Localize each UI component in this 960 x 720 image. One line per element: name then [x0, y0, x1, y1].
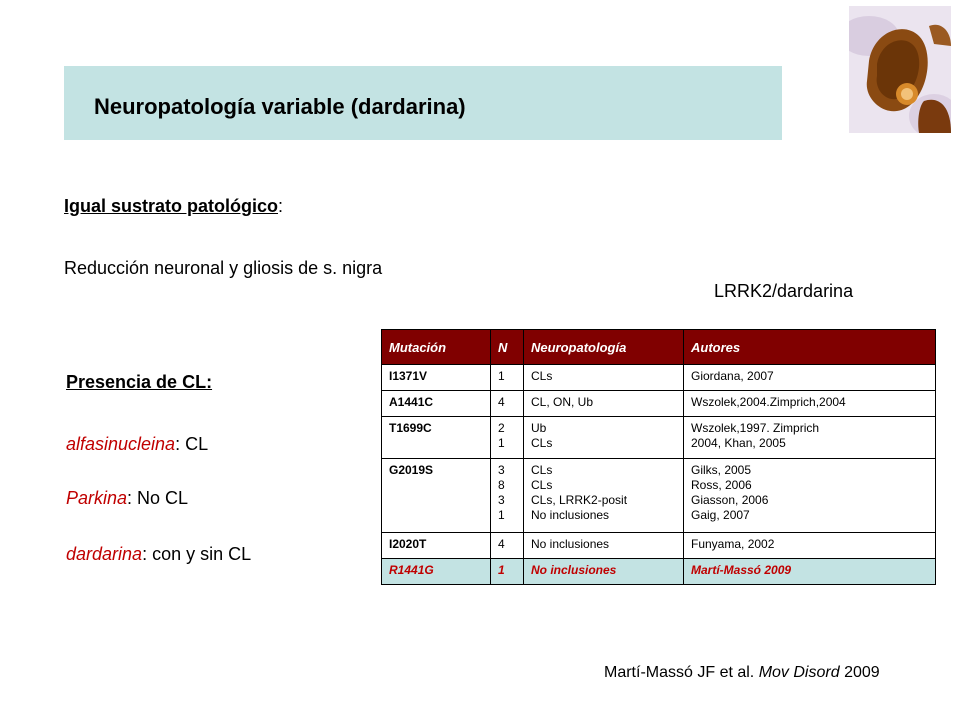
citation-authors: Martí-Massó JF et al.: [604, 664, 755, 681]
cell-mutacion: A1441C: [382, 391, 491, 417]
cell-autores: [684, 417, 936, 459]
citation: [604, 664, 880, 682]
presence-item: [66, 488, 188, 509]
cell-autores: [684, 559, 936, 585]
table-row: [382, 459, 936, 533]
table-body: [382, 365, 936, 585]
header-neuropatologia: Neuropatología: [524, 330, 684, 365]
intro-heading-text: Igual sustrato patológico: [64, 196, 279, 216]
table-row: [382, 365, 936, 391]
cell-n: [491, 559, 524, 585]
cell-neuropatologia-line: CLs, LRRK2-posit: [531, 493, 628, 507]
cell-n: [491, 533, 524, 559]
cell-neuropatologia-line: CLs: [531, 463, 553, 477]
cell-n-line: 4: [498, 395, 505, 409]
presence-term: dardarina: [66, 544, 143, 564]
cell-neuropatologia: [524, 459, 684, 533]
presence-item: [66, 544, 251, 565]
intro-heading-colon: :: [278, 196, 284, 216]
cell-neuropatologia: [524, 365, 684, 391]
intro-line: Reducción neuronal y gliosis de s. nigra: [64, 258, 383, 278]
cell-n: [491, 417, 524, 459]
cell-n-line: 2: [498, 421, 505, 435]
cell-neuropatologia-line: CLs: [531, 436, 553, 450]
cell-autores: [684, 459, 936, 533]
presence-item: [66, 434, 208, 455]
cell-autores-line: Giordana, 2007: [691, 369, 774, 383]
cell-n: [491, 365, 524, 391]
table-row: [382, 559, 936, 585]
intro-heading: [64, 196, 283, 217]
cell-autores-line: Wszolek,2004.Zimprich,2004: [691, 395, 846, 409]
citation-journal: Mov Disord: [758, 664, 840, 681]
header-autores: Autores: [684, 330, 936, 365]
presence-term: Parkina: [66, 488, 128, 508]
cell-neuropatologia: [524, 417, 684, 459]
cell-n-line: 1: [498, 563, 505, 577]
histology-image-drawing: [849, 6, 951, 133]
cell-autores-line: Funyama, 2002: [691, 537, 775, 551]
table-caption: LRRK2/dardarina: [714, 281, 854, 301]
cell-n-line: 1: [498, 369, 505, 383]
cell-autores-line: Giasson, 2006: [691, 493, 769, 507]
cell-n-line: 1: [498, 508, 505, 522]
header-mutacion: Mutación: [382, 330, 491, 365]
cell-n-line: 3: [498, 463, 505, 477]
cell-autores-line: Wszolek,1997. Zimprich: [691, 421, 820, 435]
cell-autores: [684, 391, 936, 417]
header-n: N: [491, 330, 524, 365]
cell-autores: [684, 365, 936, 391]
cell-neuropatologia-line: No inclusiones: [531, 537, 610, 551]
cell-autores-line: 2004, Khan, 2005: [691, 436, 786, 450]
presence-heading-text: Presencia de CL:: [66, 372, 213, 392]
cell-n-line: 1: [498, 436, 505, 450]
cell-autores: [684, 533, 936, 559]
cell-mutacion: T1699C: [382, 417, 491, 459]
cell-mutacion: G2019S: [382, 459, 491, 533]
presence-term: alfasinucleina: [66, 434, 176, 454]
cell-mutacion: I2020T: [382, 533, 491, 559]
cell-neuropatologia-line: CLs: [531, 369, 553, 383]
table-row: [382, 391, 936, 417]
cell-autores-line: Gaig, 2007: [691, 508, 750, 522]
cell-n: [491, 391, 524, 417]
presence-value: : CL: [175, 434, 209, 454]
presence-value: : con y sin CL: [142, 544, 252, 564]
cell-neuropatologia-line: No inclusiones: [531, 508, 610, 522]
cell-autores-line: Ross, 2006: [691, 478, 752, 492]
presence-heading: [66, 372, 212, 393]
table-row: [382, 417, 936, 459]
cell-neuropatologia-line: CLs: [531, 478, 553, 492]
histology-image: [849, 6, 951, 133]
cell-autores-line: Gilks, 2005: [691, 463, 752, 477]
citation-year: 2009: [844, 664, 880, 681]
cell-neuropatologia-line: Ub: [531, 421, 547, 435]
cell-n-line: 4: [498, 537, 505, 551]
cell-mutacion: I1371V: [382, 365, 491, 391]
cell-neuropatologia: [524, 533, 684, 559]
cell-neuropatologia: [524, 391, 684, 417]
title-bar: [64, 66, 782, 140]
cell-n-line: 3: [498, 493, 505, 507]
cell-n-line: 8: [498, 478, 505, 492]
cell-autores-line: Martí-Massó 2009: [691, 563, 792, 577]
presence-value: : No CL: [127, 488, 189, 508]
cell-neuropatologia: [524, 559, 684, 585]
mutation-table: [381, 329, 936, 585]
cell-neuropatologia-line: No inclusiones: [531, 563, 617, 577]
cell-n: [491, 459, 524, 533]
table-header-row: [382, 330, 936, 365]
table-row: [382, 533, 936, 559]
page-title: Neuropatología variable (dardarina): [94, 94, 466, 119]
cell-neuropatologia-line: CL, ON, Ub: [531, 395, 594, 409]
cell-mutacion: R1441G: [382, 559, 491, 585]
